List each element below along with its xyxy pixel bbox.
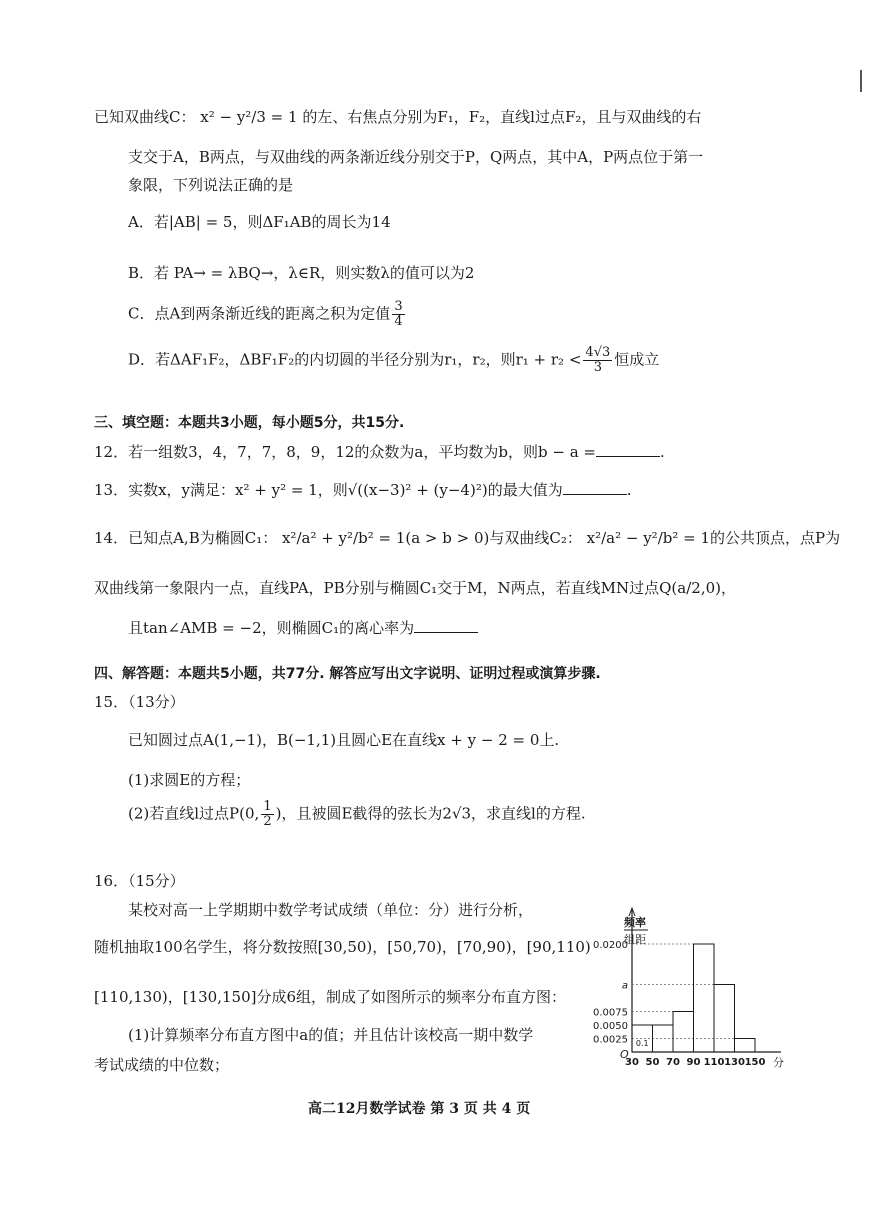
margin-mark (860, 70, 862, 92)
q16-heading: 16．（15分） (94, 872, 185, 890)
q14-line3: 且tan∠AMB = −2，则椭圆C₁的离心率为 (128, 617, 478, 638)
q11-line1: 已知双曲线C： x² − y²/3 = 1 的左、右焦点分别为F₁，F₂，直线l过点F₂，且与双曲线的右 (94, 108, 702, 126)
y-tick-label: a (621, 980, 628, 992)
x-tick-label: 90 (686, 1057, 701, 1068)
q14-line2: 双曲线第一象限内一点，直线PA，PB分别与椭圆C₁交于M，N两点，若直线MN过点Q(a/2,0)， (94, 579, 736, 597)
q11-option-d: D．若ΔAF₁F₂，ΔBF₁F₂的内切圆的半径分别为r₁，r₂，则r₁ + r₂ < $\frac{4√3}{3}$ 恒成立 (128, 345, 660, 375)
q11-option-c: C．点A到两条渐近线的距离之积为定值 $\frac{3}{4}$ (128, 299, 403, 329)
x-tick-label: 30 (625, 1057, 639, 1068)
y-tick-label: 0.0075 (593, 1007, 628, 1019)
q12: 12．若一组数3，4，7，7，8，9，12的众数为a，平均数为b，则b − a = . (94, 443, 665, 461)
q16-part1-cont: 考试成绩的中位数； (94, 1056, 230, 1074)
x-tick-label: 70 (666, 1057, 680, 1068)
histogram-bar (735, 1039, 756, 1053)
q11-line2: 支交于A，B两点，与双曲线的两条渐近线分别交于P，Q两点，其中A，P两点位于第一 (128, 148, 704, 166)
q14-answer-blank (414, 618, 478, 633)
q13: 13．实数x，y满足：x² + y² = 1，则√((x−3)² + (y−4)²)的最大值为 . (94, 481, 632, 499)
q16-line1: 某校对高一上学期期中数学考试成绩（单位：分）进行分析， (128, 901, 534, 919)
q15-heading: 15．（13分） (94, 693, 185, 711)
q11-line3: 象限，下列说法正确的是 (128, 176, 294, 194)
origin-label: O (620, 1048, 629, 1061)
page-footer: 高二12月数学试卷 第 3 页 共 4 页 (308, 1101, 531, 1117)
q13-answer-blank (563, 480, 627, 495)
q16-line2: 随机抽取100名学生，将分数按照[30,50)，[50,70)，[70,90)，[90,110) (94, 938, 591, 956)
y-tick-label: 0.0025 (593, 1034, 628, 1046)
histogram-bar (714, 985, 735, 1053)
q11-option-b: B．若 PA→ = λBQ→，λ∈R，则实数λ的值可以为2 (128, 264, 475, 282)
x-axis-label: 分 (773, 1056, 784, 1069)
x-tick-label: 110 (703, 1057, 725, 1068)
section-answer: 四、解答题：本题共5小题，共77分. 解答应写出文字说明、证明过程或演算步骤. (94, 666, 601, 682)
section-fill-in: 三、填空题：本题共3小题，每小题5分，共15分. (94, 415, 405, 431)
q16-line3: [110,130)，[130,150]分成6组，制成了如图所示的频率分布直方图： (94, 988, 567, 1006)
histogram-bar (694, 944, 715, 1052)
histogram-bar (673, 1012, 694, 1053)
q12-answer-blank (596, 442, 660, 457)
q14-line1: 14．已知点A,B为椭圆C₁： x²/a² + y²/b² = 1(a > b > 0)与双曲线C₂： x²/a² − y²/b² = 1的公共顶点，点P为 (94, 529, 841, 547)
q11-option-a: A．若|AB| = 5，则ΔF₁AB的周长为14 (128, 213, 391, 231)
q15-part1: (1)求圆E的方程； (128, 771, 251, 789)
y-axis-label-top: 频率 (624, 916, 646, 929)
x-tick-label: 150 (744, 1057, 766, 1068)
bar-data-label: 0.1 (635, 1039, 649, 1048)
q16-part1: (1)计算频率分布直方图中a的值；并且估计该校高一期中数学 (128, 1026, 534, 1044)
y-axis-label-bottom: 组距 (624, 933, 646, 946)
y-tick-label: 0.0050 (593, 1021, 628, 1032)
frequency-histogram (580, 900, 790, 1080)
q15-part2: (2)若直线l过点P(0, $\frac{1}{2}$ )，且被圆E截得的弦长为2√3，求直线l的方程. (128, 799, 586, 829)
x-tick-label: 130 (724, 1057, 745, 1068)
y-tick-label: 0.0200 (593, 940, 628, 951)
x-tick-label: 50 (645, 1057, 660, 1068)
q15-statement: 已知圆过点A(1,−1)，B(−1,1)且圆心E在直线x + y − 2 = 0上. (128, 731, 560, 749)
